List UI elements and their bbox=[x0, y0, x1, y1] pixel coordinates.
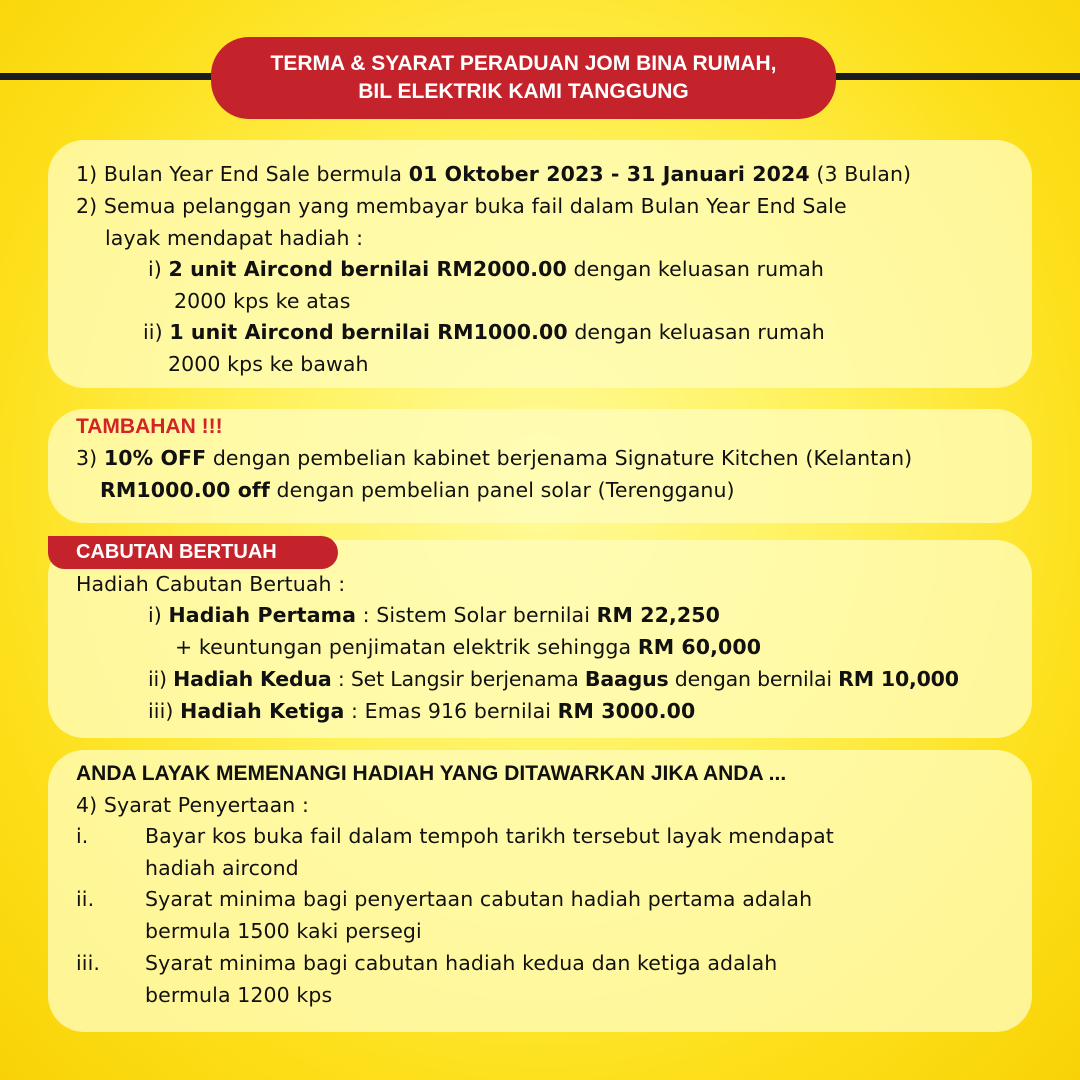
term-4-intro: 4) Syarat Penyertaan : bbox=[76, 793, 309, 817]
condition-2-line-1: Syarat minima bagi penyertaan cabutan hadiah pertama adalah bbox=[145, 887, 813, 911]
condition-2-line-2: bermula 1500 kaki persegi bbox=[145, 919, 422, 943]
eligibility-heading: ANDA LAYAK MEMENANGI HADIAH YANG DITAWARKAN JIKA ANDA ... bbox=[76, 762, 787, 785]
title-line-1: TERMA & SYARAT PERADUAN JOM BINA RUMAH, bbox=[270, 52, 777, 75]
condition-1-number: i. bbox=[76, 824, 89, 848]
page-title bbox=[211, 37, 836, 119]
condition-3-number: iii. bbox=[76, 951, 101, 975]
prize-second: ii) Hadiah Kedua : Set Langsir berjenama Baagus dengan bernilai RM 10,000 bbox=[148, 667, 959, 691]
condition-1-line-2: hadiah aircond bbox=[145, 856, 299, 880]
term-2-line-2: layak mendapat hadiah : bbox=[105, 226, 364, 250]
condition-3-line-2: bermula 1200 kps bbox=[145, 983, 333, 1007]
term-2-line-1: 2) Semua pelanggan yang membayar buka fail dalam Bulan Year End Sale bbox=[76, 194, 847, 218]
title-line-2: BIL ELEKTRIK KAMI TANGGUNG bbox=[358, 80, 689, 103]
condition-2-number: ii. bbox=[76, 887, 95, 911]
prize-third: iii) Hadiah Ketiga : Emas 916 bernilai RM 3000.00 bbox=[148, 699, 696, 723]
prize-first: i) Hadiah Pertama : Sistem Solar bernilai RM 22,250 bbox=[148, 603, 720, 627]
lucky-draw-tag: CABUTAN BERTUAH bbox=[48, 536, 338, 569]
condition-3-line-1: Syarat minima bagi cabutan hadiah kedua dan ketiga adalah bbox=[145, 951, 778, 975]
term-1: 1) Bulan Year End Sale bermula 01 Oktober 2023 - 31 Januari 2024 (3 Bulan) bbox=[76, 162, 912, 186]
term-2-sub-ii-line-2: 2000 kps ke bawah bbox=[168, 352, 369, 376]
term-2-sub-ii: ii) 1 unit Aircond bernilai RM1000.00 dengan keluasan rumah bbox=[143, 320, 825, 344]
term-3-line-1: 3) 10% OFF dengan pembelian kabinet berjenama Signature Kitchen (Kelantan) bbox=[76, 446, 913, 470]
condition-1-line-1: Bayar kos buka fail dalam tempoh tarikh tersebut layak mendapat bbox=[145, 824, 834, 848]
term-2-sub-i: i) 2 unit Aircond bernilai RM2000.00 dengan keluasan rumah bbox=[148, 257, 825, 281]
lucky-draw-intro: Hadiah Cabutan Bertuah : bbox=[76, 572, 346, 596]
term-3-line-2: RM1000.00 off dengan pembelian panel solar (Terengganu) bbox=[100, 478, 735, 502]
term-2-sub-i-line-2: 2000 kps ke atas bbox=[174, 289, 351, 313]
extra-heading: TAMBAHAN !!! bbox=[76, 415, 223, 438]
prize-first-line-2: + keuntungan penjimatan elektrik sehingga RM 60,000 bbox=[175, 635, 762, 659]
